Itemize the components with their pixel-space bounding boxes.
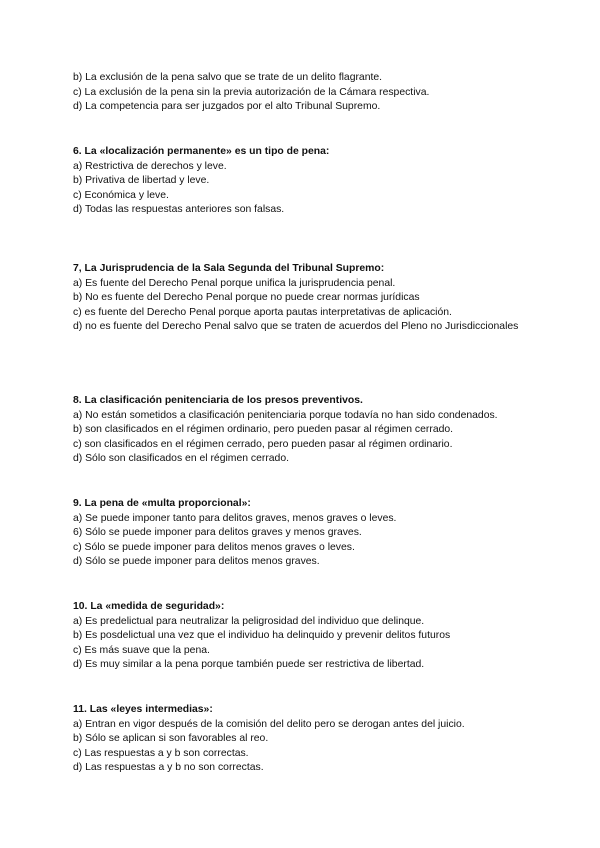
intro-options [73,71,543,115]
question-10 [73,600,543,673]
question-title: 6. La «localización permanente» es un tipo de pena: [73,146,330,157]
question-8 [73,394,543,467]
option-b: b) No es fuente del Derecho Penal porque no puede crear normas jurídicas [73,292,420,304]
option-a: a) Entran en vigor después de la comisión del delito pero se derogan antes del juicio. [73,718,465,730]
option-a: a) No están sometidos a clasificación penitenciaria porque todavía no han sido condenados. [73,409,498,421]
option-b: 6) Sólo se puede imponer para delitos graves y menos graves. [73,527,362,539]
option-c: c) La exclusión de la pena sin la previa autorización de la Cámara respectiva. [73,86,430,98]
question-title: 10. La «medida de seguridad»: [73,601,225,612]
option-d: d) Todas las respuestas anteriores son falsas. [73,204,285,216]
option-d: d) Sólo se puede imponer para delitos menos graves. [73,556,320,568]
option-b: b) son clasificados en el régimen ordinario, pero pueden pasar al régimen cerrado. [73,424,454,436]
question-11 [73,703,543,776]
option-a: a) Se puede imponer tanto para delitos graves, menos graves o leves. [73,512,397,524]
option-a: a) Es predelictual para neutralizar la peligrosidad del individuo que delinque. [73,615,425,627]
option-b: b) La exclusión de la pena salvo que se trate de un delito flagrante. [73,72,383,83]
option-c: c) Sólo se puede imponer para delitos menos graves o leves. [73,541,355,553]
question-title: 11. Las «leyes intermedias»: [73,704,213,715]
question-9 [73,497,543,570]
question-title: 8. La clasificación penitenciaria de los presos preventivos. [73,395,363,406]
option-c: c) Económica y leve. [73,189,169,201]
option-d: d) Sólo son clasificados en el régimen cerrado. [73,453,290,465]
option-c: c) es fuente del Derecho Penal porque aporta pautas interpretativas de aplicación. [73,306,452,318]
option-b: b) Privativa de libertad y leve. [73,175,210,187]
option-a: a) Restrictiva de derechos y leve. [73,160,227,172]
option-d: d) Es muy similar a la pena porque también puede ser restrictiva de libertad. [73,659,425,671]
option-a: a) Es fuente del Derecho Penal porque unifica la jurisprudencia penal. [73,277,396,289]
option-b: b) Sólo se aplican si son favorables al reo. [73,733,269,745]
option-b: b) Es posdelictual una vez que el individuo ha delinquido y prevenir delitos futuros [73,630,451,642]
option-c: c) Es más suave que la pena. [73,644,210,656]
question-6 [73,145,543,218]
option-d: d) Las respuestas a y b no son correctas. [73,762,264,774]
option-d: d) La competencia para ser juzgados por el alto Tribunal Supremo. [73,101,381,113]
option-d: d) no es fuente del Derecho Penal salvo que se traten de acuerdos del Pleno no Jurisdiccionales [73,321,519,333]
option-c: c) Las respuestas a y b son correctas. [73,747,249,759]
option-c: c) son clasificados en el régimen cerrado, pero pueden pasar al régimen ordinario. [73,438,453,450]
question-7 [73,262,543,335]
question-title: 9. La pena de «multa proporcional»: [73,498,251,509]
question-title: 7, La Jurisprudencia de la Sala Segunda del Tribunal Supremo: [73,263,385,274]
